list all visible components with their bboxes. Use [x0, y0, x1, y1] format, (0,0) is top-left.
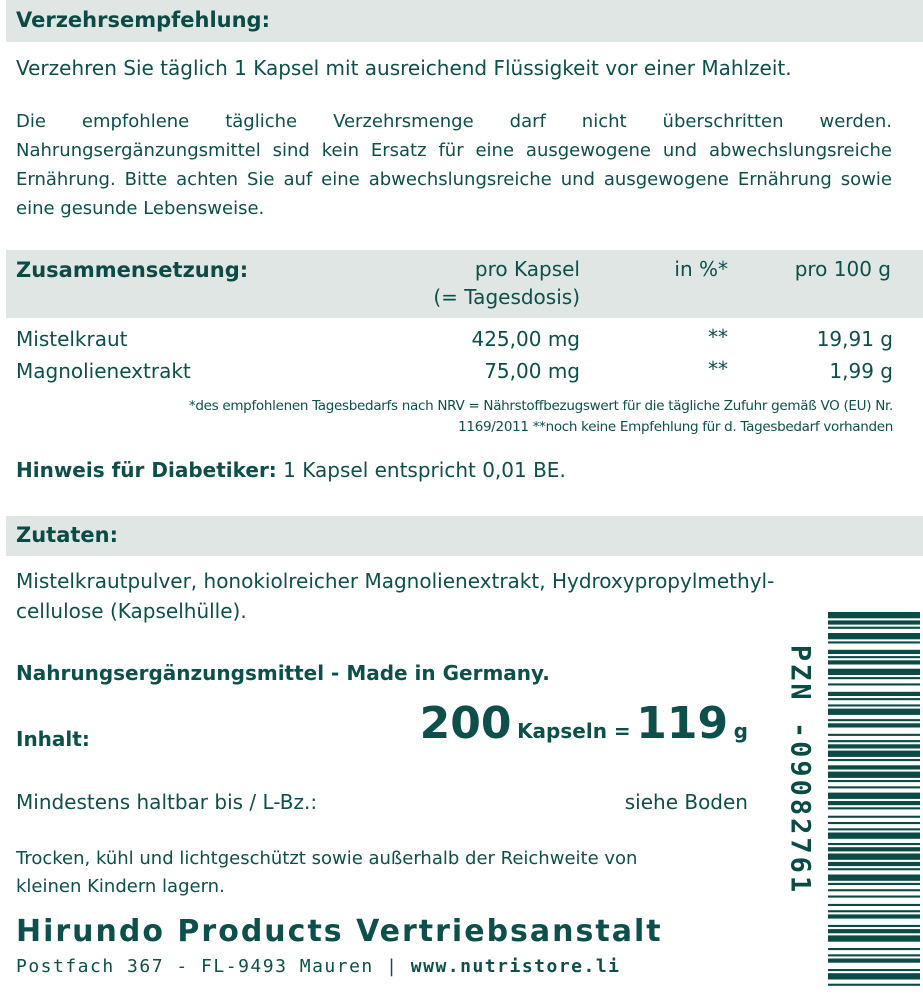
barcode-bar: [828, 969, 920, 971]
barcode-bar: [828, 734, 920, 736]
barcode-bar: [828, 959, 920, 963]
ingredient-name: Magnolienextrakt: [16, 359, 191, 383]
barcode-bar: [828, 904, 920, 906]
company-name: Hirundo Products Vertriebsanstalt: [16, 914, 663, 949]
barcode-bar: [828, 660, 920, 664]
barcode-bar: [828, 692, 920, 696]
col-header-kapsel-sub: (= Tagesdosis): [433, 285, 580, 309]
barcode-bar: [828, 883, 920, 885]
ingredient-percent: **: [708, 357, 728, 381]
best-before-label: Mindestens haltbar bis / L-Bz.:: [16, 790, 318, 814]
capsule-count: 200: [419, 698, 512, 749]
barcode-bar: [828, 669, 920, 675]
diabetic-note: [16, 458, 566, 482]
ingredient-kapsel: 425,00 mg: [471, 327, 580, 351]
barcode-bar: [828, 656, 920, 658]
footnote-line1: *des empfohlenen Tagesbedarfs nach NRV = Nährstoffbezugswert für die tägliche Zufuhr gemäß VO (EU) Nr.: [188, 398, 893, 414]
barcode-bar: [828, 807, 920, 809]
barcode-bar: [828, 862, 920, 866]
capsule-unit: Kapseln =: [517, 719, 631, 743]
barcode-bar: [828, 833, 920, 839]
diabetic-label: Hinweis für Diabetiker:: [16, 458, 277, 482]
content-label: Inhalt:: [16, 727, 90, 751]
barcode-bar: [828, 612, 920, 618]
barcode-bar: [828, 925, 920, 927]
ingredient-percent: **: [708, 325, 728, 349]
barcode-bar: [828, 910, 920, 912]
storage-line1: Trocken, kühl und lichtgeschützt sowie außerhalb der Reichweite von: [16, 848, 638, 869]
footnote-line2: 1169/2011 **noch keine Empfehlung für d. Tagesbedarf vorhanden: [458, 419, 893, 435]
diabetic-text: 1 Kapsel entspricht 0,01 BE.: [276, 458, 566, 482]
content-weight: 119: [636, 698, 729, 749]
barcode-bar: [828, 801, 920, 805]
barcode-bar: [828, 698, 920, 700]
barcode-bar: [828, 984, 920, 986]
barcode-bar: [828, 935, 920, 941]
ingredients-heading: Zutaten:: [16, 523, 119, 547]
barcode-bar: [828, 843, 920, 845]
barcode-bar: [828, 759, 920, 761]
barcode-bar: [828, 875, 920, 881]
pzn-code: PZN -09082761: [784, 644, 816, 896]
storage-line2: kleinen Kindern lagern.: [16, 876, 225, 897]
ingredients-header-band: [6, 516, 923, 556]
barcode-bar: [828, 709, 920, 715]
barcode-bar: [828, 889, 920, 891]
barcode-bar: [828, 868, 920, 870]
barcode-bar: [828, 780, 920, 782]
barcode-bar: [828, 929, 920, 933]
barcode-bar: [828, 847, 920, 851]
best-before-value: siehe Boden: [624, 790, 748, 814]
ingredient-name: Mistelkraut: [16, 327, 128, 351]
ingredient-per100: 1,99 g: [829, 359, 893, 383]
ingredients-line1: Mistelkrautpulver, honokiolreicher Magnolienextrakt, Hydroxypropylmethyl-: [16, 569, 775, 593]
barcode-bar: [828, 896, 920, 898]
barcode-bar: [828, 793, 920, 799]
website-link[interactable]: www.nutristore.li: [410, 956, 621, 977]
ingredients-line2: cellulose (Kapselhülle).: [16, 599, 247, 623]
barcode-bar: [828, 641, 920, 643]
barcode-bar: [828, 650, 920, 654]
barcode: [828, 612, 920, 986]
barcode-bar: [828, 627, 920, 629]
verzehr-heading: Verzehrsempfehlung:: [16, 8, 270, 32]
barcode-bar: [828, 744, 920, 748]
address-text: Postfach 367 - FL-9493 Mauren |: [16, 956, 411, 977]
ingredient-per100: 19,91 g: [816, 327, 893, 351]
content-weight-unit: g: [733, 719, 748, 743]
composition-heading: Zusammensetzung:: [16, 258, 249, 282]
barcode-bar: [828, 914, 920, 918]
barcode-bar: [828, 683, 920, 685]
barcode-bar: [828, 723, 920, 727]
barcode-bar: [828, 828, 920, 830]
barcode-bar: [828, 719, 920, 721]
made-in-line: Nahrungsergänzungsmittel - Made in Germany.: [16, 661, 550, 685]
barcode-bar: [828, 816, 920, 818]
barcode-bar: [828, 786, 920, 788]
barcode-bar: [828, 620, 920, 624]
barcode-bar: [828, 751, 920, 757]
col-header-100g: pro 100 g: [794, 257, 891, 281]
barcode-bar: [828, 772, 920, 778]
barcode-bar: [828, 704, 920, 706]
barcode-bar: [828, 677, 920, 679]
verzehr-instruction: Verzehren Sie täglich 1 Kapsel mit ausreichend Flüssigkeit vor einer Mahlzeit.: [16, 56, 792, 80]
col-header-kapsel: pro Kapsel: [474, 257, 580, 281]
ingredient-kapsel: 75,00 mg: [484, 359, 580, 383]
barcode-bar: [828, 954, 920, 956]
barcode-bar: [828, 822, 920, 824]
barcode-bar: [828, 973, 920, 979]
barcode-bar: [828, 854, 920, 860]
content-amount: [420, 698, 748, 749]
verzehr-paragraph: Die empfohlene tägliche Verzehrsmenge darf nicht überschritten werden. Nahrungsergänzungsmittel sind kein Ersatz für eine ausgewogene und abwechslungsreiche Ernährung. Bitte achten Sie auf eine abwechslungsreiche und ausgewogene Ernährung sowie eine gesunde Lebensweise.: [16, 111, 892, 219]
barcode-bar: [828, 633, 920, 639]
barcode-bar: [828, 765, 920, 769]
company-address: [16, 956, 621, 977]
col-header-percent: in %*: [674, 257, 728, 281]
barcode-bar: [828, 740, 920, 742]
barcode-bar: [828, 948, 920, 950]
